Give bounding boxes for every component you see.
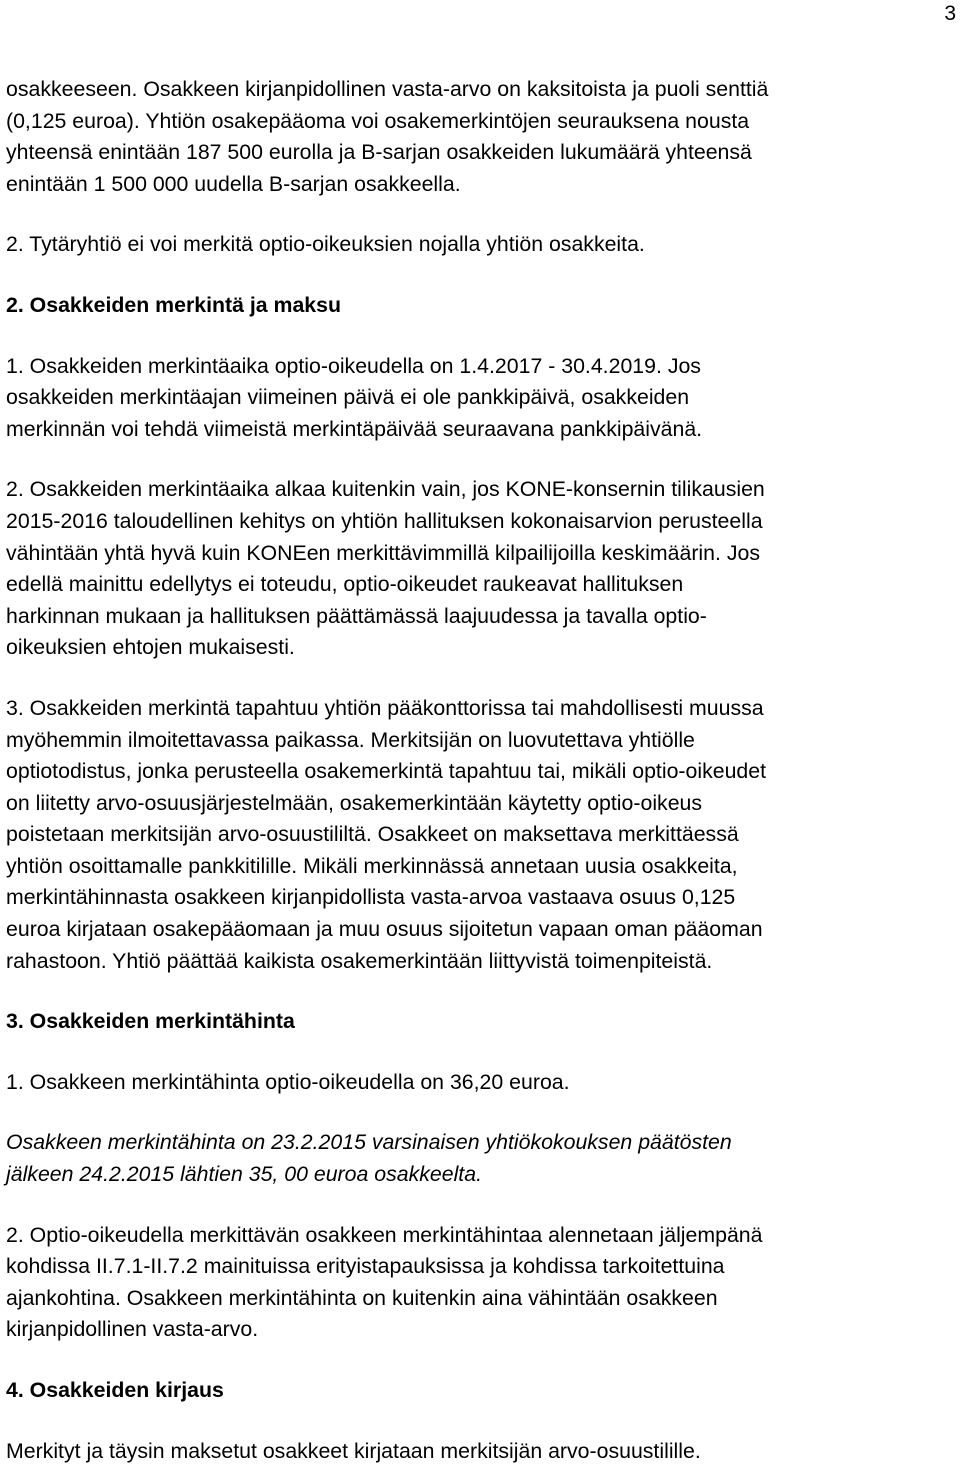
heading-text: 4. Osakkeiden kirjaus [6, 1378, 224, 1402]
heading-share-registration [6, 1375, 954, 1407]
heading-subscription-price [6, 1006, 954, 1038]
text-line: poistetaan merkitsijän arvo-osuustililtä. Osakkeet on maksettava merkittäessä [6, 822, 739, 847]
text-line: rahastoon. Yhtiö päättää kaikista osakemerkintään liittyvistä toimenpiteistä. [6, 948, 713, 973]
text-line: merkinnän voi tehdä viimeistä merkintäpäivää seuraavana pankkipäivänä. [6, 416, 703, 441]
paragraph-subscription-period [6, 351, 954, 446]
text-line: on liitetty arvo-osuusjärjestelmään, osakemerkintään käytetty optio-oikeus [6, 790, 703, 815]
text-line: ajankohtina. Osakkeen merkintähinta on kuitenkin aina vähintään osakkeen [6, 1285, 718, 1310]
text-line: Merkityt ja täysin maksetut osakkeet kirjataan merkitsijän arvo-osuustilille. [6, 1438, 701, 1463]
page-number: 3 [944, 2, 956, 25]
heading-text: 3. Osakkeiden merkintähinta [6, 1009, 295, 1034]
heading-text: 2. Osakkeiden merkintä ja maksu [6, 292, 342, 317]
text-line: 2015-2016 taloudellinen kehitys on yhtiön hallituksen kokonaisarvion perusteella [6, 508, 763, 533]
text-line: myöhemmin ilmoitettavassa paikassa. Merkitsijän on luovutettava yhtiölle [6, 727, 695, 752]
paragraph-price-note [6, 1127, 954, 1190]
paragraph-subscription-place [6, 693, 954, 977]
document-body [6, 74, 954, 1467]
text-line: enintään 1 500 000 uudella B-sarjan osakkeella. [6, 171, 461, 196]
paragraph-registration [6, 1436, 954, 1467]
text-line: 2. Osakkeiden merkintäaika alkaa kuitenkin vain, jos KONE-konsernin tilikausien [6, 477, 765, 502]
paragraph-share-capital [6, 74, 954, 200]
paragraph-price [6, 1067, 954, 1099]
text-line: vähintään yhtä hyvä kuin KONEen merkittävimmillä kilpailijoilla keskimäärin. Jos [6, 540, 760, 565]
paragraph-price-adjustment [6, 1220, 954, 1346]
text-line: 3. Osakkeiden merkintä tapahtuu yhtiön pääkonttorissa tai mahdollisesti muussa [6, 695, 764, 720]
text-line: euroa kirjataan osakepääomaan ja muu osuus sijoitetun vapaan oman pääoman [6, 917, 763, 942]
text-line: yhtiön osoittamalle pankkitilille. Mikäli merkinnässä annetaan uusia osakkeita, [6, 853, 738, 878]
text-line: 1. Osakkeen merkintähinta optio-oikeudella on 36,20 euroa. [6, 1069, 570, 1094]
paragraph-subscription-condition [6, 474, 954, 664]
text-line: yhteensä enintään 187 500 eurolla ja B-sarjan osakkeiden lukumäärä yhteensä [6, 140, 752, 165]
text-line: 2. Tytäryhtiö ei voi merkitä optio-oikeuksien nojalla yhtiön osakkeita. [6, 232, 645, 257]
text-line: edellä mainittu edellytys ei toteudu, optio-oikeudet raukeavat hallituksen [6, 572, 684, 597]
heading-subscription-and-payment [6, 290, 954, 322]
text-line: (0,125 euroa). Yhtiön osakepääoma voi osakemerkintöjen seurauksena nousta [6, 108, 750, 133]
text-line: 1. Osakkeiden merkintäaika optio-oikeudella on 1.4.2017 - 30.4.2019. Jos [6, 353, 701, 378]
text-line: Osakkeen merkintähinta on 23.2.2015 varsinaisen yhtiökokouksen päätösten [6, 1130, 732, 1155]
text-line: kohdissa II.7.1-II.7.2 mainituissa erityistapauksissa ja kohdissa tarkoitettuina [6, 1254, 725, 1279]
text-line: osakkeiden merkintäajan viimeinen päivä ei ole pankkipäivä, osakkeiden [6, 385, 690, 410]
text-line: jälkeen 24.2.2015 lähtien 35, 00 euroa osakkeelta. [6, 1162, 482, 1187]
text-line: oikeuksien ehtojen mukaisesti. [6, 635, 295, 660]
text-line: harkinnan mukaan ja hallituksen päättämässä laajuudessa ja tavalla optio- [6, 603, 707, 628]
text-line: kirjanpidollinen vasta-arvo. [6, 1317, 259, 1342]
text-line: 2. Optio-oikeudella merkittävän osakkeen merkintähintaa alennetaan jäljempänä [6, 1222, 763, 1247]
text-line: merkintähinnasta osakkeen kirjanpidollista vasta-arvoa vastaava osuus 0,125 [6, 885, 736, 910]
text-line: optiotodistus, jonka perusteella osakemerkintä tapahtuu tai, mikäli optio-oikeudet [6, 759, 767, 784]
paragraph-subsidiary [6, 229, 954, 261]
text-line: osakkeeseen. Osakkeen kirjanpidollinen vasta-arvo on kaksitoista ja puoli senttiä [6, 77, 769, 101]
